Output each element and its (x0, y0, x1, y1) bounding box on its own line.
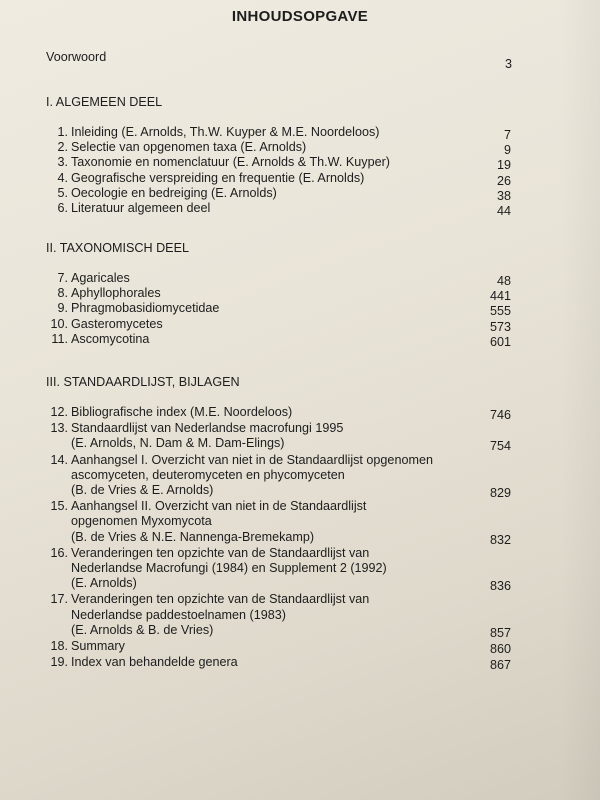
entry-title-line: Nederlandse paddestoelnamen (1983) (71, 607, 286, 622)
entry-title-line: Veranderingen ten opzichte van de Standaardlijst van (71, 592, 370, 607)
entry-page-number: 44 (496, 204, 511, 218)
entry-title-line: (E. Arnolds) (71, 576, 137, 591)
entry-page-number: 7 (503, 128, 511, 142)
entry-title-line: Veranderingen ten opzichte van de Standaardlijst van (71, 545, 370, 560)
section-heading: II. TAXONOMISCH DEEL (46, 241, 189, 255)
entry-title-line: Inleiding (E. Arnolds, Th.W. Kuyper & M.E. Noordeloos) (71, 125, 380, 139)
entry-page-number: 573 (489, 319, 511, 334)
entry-number: 6. (57, 201, 68, 215)
entry-page-number: 601 (489, 334, 511, 349)
entry-number: 7. (57, 271, 68, 285)
entry-page-number: 860 (489, 642, 511, 656)
entry-page-number: 555 (489, 304, 511, 319)
entry-number: 15. (50, 499, 68, 514)
foreword-page: 3 (504, 57, 512, 71)
entry-title-line: Taxonomie en nomenclatuur (E. Arnolds & Th.W. Kuyper) (71, 155, 390, 170)
entry-title-line: Aphyllophorales (71, 286, 161, 301)
entry-number: 16. (50, 545, 68, 560)
entry-number: 3. (57, 155, 68, 170)
entry-title-line: opgenomen Myxomycota (71, 514, 212, 529)
entry-page-number: 857 (489, 625, 511, 640)
entry-number: 12. (50, 405, 68, 419)
entry-page-number: 38 (496, 188, 511, 203)
entry-number: 1. (57, 125, 68, 139)
entry-number: 11. (51, 331, 68, 346)
entry-title-line: Standaardlijst van Nederlandse macrofungi 1995 (71, 421, 344, 436)
section-heading: III. STANDAARDLIJST, BIJLAGEN (46, 375, 240, 389)
entry-title-line: Literatuur algemeen deel (71, 201, 211, 215)
entry-title-line: Summary (71, 639, 125, 653)
entry-page-number: 829 (489, 486, 511, 500)
entry-number: 14. (50, 452, 68, 467)
entry-page-number: 746 (489, 408, 511, 422)
entry-title-line: Bibliografische index (M.E. Noordeloos) (71, 405, 293, 419)
entry-page-number: 867 (489, 658, 511, 673)
entry-number: 4. (57, 170, 68, 185)
entry-title-line: Selectie van opgenomen taxa (E. Arnolds) (71, 140, 307, 155)
entry-number: 19. (50, 655, 68, 670)
entry-page-number: 832 (489, 532, 511, 547)
entry-title-line: Aanhangsel I. Overzicht van niet in de Standaardlijst opgenomen (71, 452, 433, 467)
entry-title-line: Geografische verspreiding en frequentie (E. Arnolds) (71, 170, 365, 185)
entry-title-line: (B. de Vries & N.E. Nannenga-Bremekamp) (71, 529, 315, 544)
entry-number: 18. (50, 639, 68, 653)
entry-page-number: 26 (496, 173, 511, 188)
foreword-label: Voorwoord (46, 50, 107, 64)
entry-number: 8. (57, 286, 68, 301)
entry-number: 9. (57, 301, 68, 316)
entry-page-number: 9 (503, 143, 511, 158)
section-heading: I. ALGEMEEN DEEL (46, 95, 163, 109)
entry-title-line: Gasteromycetes (71, 316, 163, 331)
entry-number: 13. (50, 421, 68, 436)
entry-title-line: Agaricales (71, 271, 130, 285)
page-shadow (560, 0, 600, 800)
entry-number: 2. (57, 140, 68, 155)
entry-page-number: 19 (496, 158, 511, 173)
entry-page-number: 754 (489, 439, 511, 454)
entry-title-line: (E. Arnolds, N. Dam & M. Dam-Elings) (71, 436, 285, 451)
entry-number: 17. (50, 592, 68, 607)
page-title: INHOUDSOPGAVE (231, 8, 369, 25)
entry-title-line: Index van behandelde genera (71, 655, 238, 670)
entry-number: 10. (50, 316, 68, 331)
entry-title-line: Phragmobasidiomycetidae (71, 301, 220, 316)
entry-page-number: 441 (489, 289, 511, 304)
entry-title-line: Aanhangsel II. Overzicht van niet in de Standaardlijst (71, 499, 367, 514)
entry-title-line: Oecologie en bedreiging (E. Arnolds) (71, 185, 277, 200)
entry-title-line: ascomyceten, deuteromyceten en phycomyceten (71, 467, 345, 482)
entry-title-line: (B. de Vries & E. Arnolds) (71, 483, 214, 497)
entry-page-number: 836 (489, 579, 511, 594)
entry-page-number: 48 (496, 274, 511, 288)
entry-number: 5. (57, 185, 68, 200)
entry-title-line: (E. Arnolds & B. de Vries) (71, 622, 214, 637)
entry-title-line: Nederlandse Macrofungi (1984) en Supplement 2 (1992) (71, 561, 387, 575)
entry-title-line: Ascomycotina (71, 331, 150, 346)
